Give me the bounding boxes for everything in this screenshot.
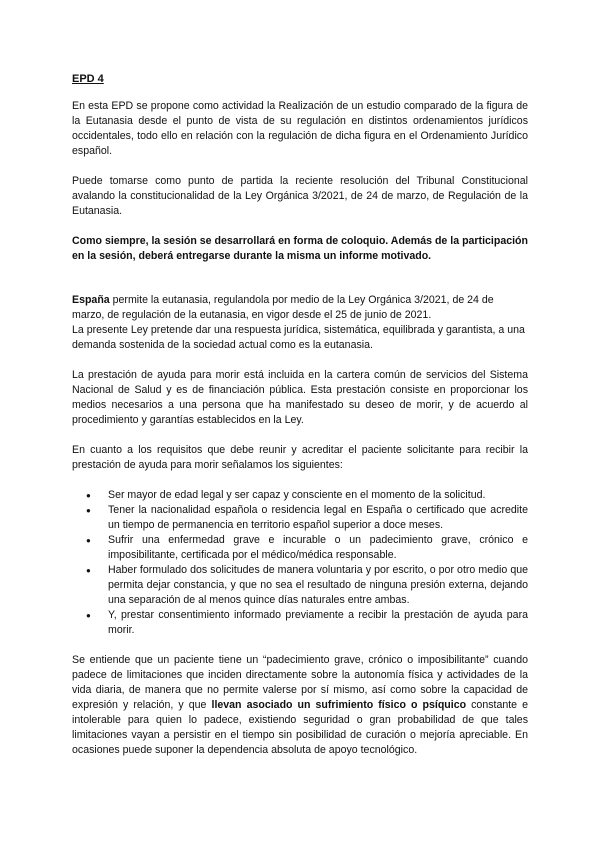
document-title: EPD 4	[72, 73, 104, 85]
condition-paragraph	[72, 653, 528, 758]
condition-text-b: constante e intolerable para quien lo padece, existiendo seguridad o gran probabilidad de que tales limitaciones vayan a persistir en el tiempo sin posibilidad de curación o mejoría apreciable. En ocasiones puede suponer la dependencia absoluta de apoyo tecnológico.	[72, 699, 529, 756]
requirements-intro: En cuanto a los requisitos que debe reunir y acreditar el paciente solicitante para recibir la prestación de ayuda para morir señalamos los siguientes:	[72, 444, 528, 471]
list-item: ● Haber formulado dos solicitudes de manera voluntaria y por escrito, o por otro medio que permita dejar constancia, y que no sea el resultado de ninguna presión externa, dejando una separación de al menos quince días naturales entre ambas.	[72, 563, 528, 608]
law-purpose-paragraph: La presente Ley pretende dar una respuesta jurídica, sistemática, equilibrada y garantista, a una demanda sostenida de la sociedad actual como es la eutanasia.	[72, 324, 525, 351]
list-item: ● Y, prestar consentimiento informado previamente a recibir la prestación de ayuda para morir.	[72, 608, 528, 638]
list-item: ● Sufrir una enfermedad grave e incurable o un padecimiento grave, crónico e imposibilitante, certificada por el médico/médica responsable.	[72, 533, 528, 563]
requirements-list	[72, 488, 528, 638]
list-item: ● Tener la nacionalidad española o residencia legal en España o certificado que acredite un tiempo de permanencia en territorio español superior a doce meses.	[72, 503, 528, 533]
condition-emphasis: llevan asociado un sufrimiento físico o psíquico	[211, 699, 467, 711]
spain-paragraph	[72, 293, 528, 323]
condition-text-a: Se entiende que un paciente tiene un “padecimiento grave, crónico o imposibilitante” cuando padece de limitaciones que inciden directamente sobre la autonomía física y actividades de la vida diaria, de manera que no permite valerse por sí mismo, así como sobre la capacidad de expresión y relación, y que	[72, 654, 528, 711]
spain-lead: España	[72, 294, 110, 306]
spain-text: permite la eutanasia, regulandola por medio de la Ley Orgánica 3/2021, de 24 de marzo, de regulación de la eutanasia, en vigor desde el 25 de junio de 2021.	[72, 294, 494, 321]
list-item: ● Ser mayor de edad legal y ser capaz y consciente en el momento de la solicitud.	[72, 488, 528, 503]
session-note-paragraph: Como siempre, la sesión se desarrollará en forma de coloquio. Además de la participación en la sesión, deberá entregarse durante la misma un informe motivado.	[72, 235, 528, 262]
benefit-paragraph: La prestación de ayuda para morir está incluida en la cartera común de servicios del Sistema Nacional de Salud y es de financiación pública. Esta prestación consiste en proporcionar los medios necesarios a una persona que ha manifestado su deseo de morir, y de acuerdo al procedimiento y garantías establecidos en la Ley.	[72, 369, 528, 426]
intro-paragraph: En esta EPD se propone como actividad la Realización de un estudio comparado de la figura de la Eutanasia desde el punto de vista de su regulación en distintos ordenamientos jurídicos occidentales, todo ello en relación con la regulación de dicha figura en el Ordenamiento Jurídico español.	[72, 100, 528, 157]
starting-point-paragraph: Puede tomarse como punto de partida la reciente resolución del Tribunal Constitucional avalando la constitucionalidad de la Ley Orgánica 3/2021, de 24 de marzo, de Regulación de la Eutanasia.	[72, 175, 528, 217]
